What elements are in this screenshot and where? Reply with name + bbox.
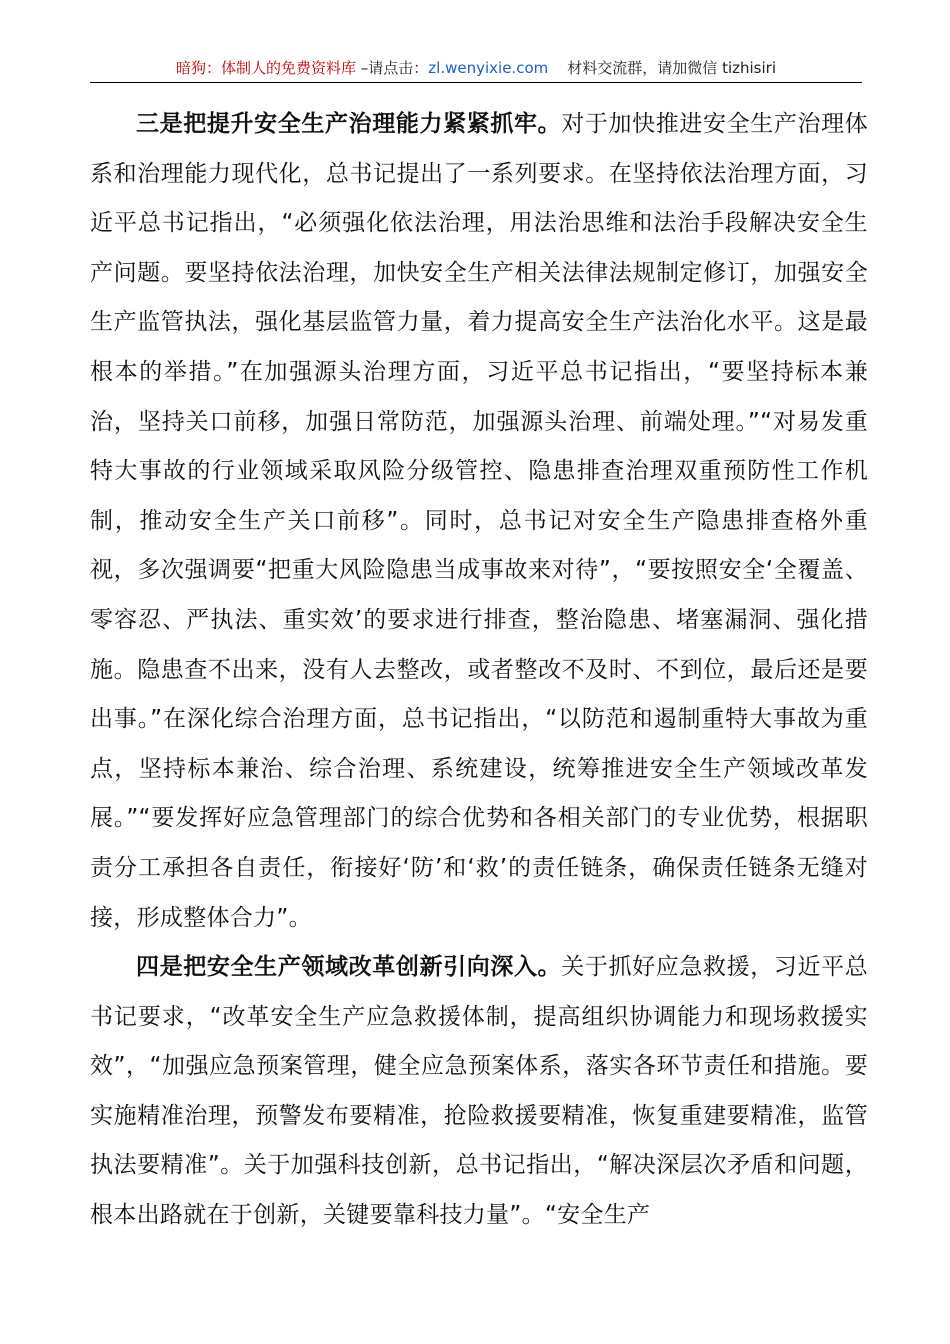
page-header [90, 56, 862, 83]
header-group-note: 材料交流群，请加微信 tizhisiri [548, 59, 776, 77]
header-click-prompt: –请点击： [356, 59, 429, 77]
document-body [90, 100, 868, 1241]
paragraph-4-lead: 四是把安全生产领域改革创新引向深入。 [136, 954, 562, 981]
header-brand: 暗狗：体制人的免费资料库 [176, 59, 357, 77]
paragraph-4 [90, 943, 868, 1241]
paragraph-3 [90, 100, 868, 943]
paragraph-4-body: 关于抓好应急救援，习近平总书记要求，“改革安全生产应急救援体制，提高组织协调能力和现场救援实效”，“加强应急预案管理，健全应急预案体系，落实各环节责任和措施。要实施精准治理，预警发布要精准，抢险救援要精准，恢复重建要精准，监管执法要精准”。关于加强科技创新，总书记指出，“解决深层次矛盾和问题，根本出路就在于创新，关键要靠科技力量”。“安全生产 [90, 954, 868, 1229]
paragraph-3-lead: 三是把提升安全生产治理能力紧紧抓牢。 [136, 111, 562, 137]
paragraph-3-body: 对于加快推进安全生产治理体系和治理能力现代化，总书记提出了一系列要求。在坚持依法治理方面，习近平总书记指出，“必须强化依法治理，用法治思维和法治手段解决安全生产问题。要坚持依法治理，加快安全生产相关法律法规制定修订，加强安全生产监管执法，强化基层监管力量，着力提高安全生产法治化水平。这是最根本的举措。”在加强源头治理方面，习近平总书记指出，“要坚持标本兼治，坚持关口前移，加强日常防范，加强源头治理、前端处理。”“对易发重特大事故的行业领域采取风险分级管控、隐患排查治理双重预防性工作机制，推动安全生产关口前移”。同时，总书记对安全生产隐患排查格外重视，多次强调要“把重大风险隐患当成事故来对待”，“要按照安全‘全覆盖、零容忍、严执法、重实效’的要求进行排查，整治隐患、堵塞漏洞、强化措施。隐患查不出来，没有人去整改，或者整改不及时、不到位，最后还是要出事。”在深化综合治理方面，总书记指出，“以防范和遏制重特大事故为重点，坚持标本兼治、综合治理、系统建设，统筹推进安全生产领域改革发展。”“要发挥好应急管理部门的综合优势和各相关部门的专业优势，根据职责分工承担各自责任，衔接好‘防’和‘救’的责任链条，确保责任链条无缝对接，形成整体合力”。 [90, 111, 868, 931]
header-link[interactable]: zl.wenyixie.com [428, 59, 549, 77]
